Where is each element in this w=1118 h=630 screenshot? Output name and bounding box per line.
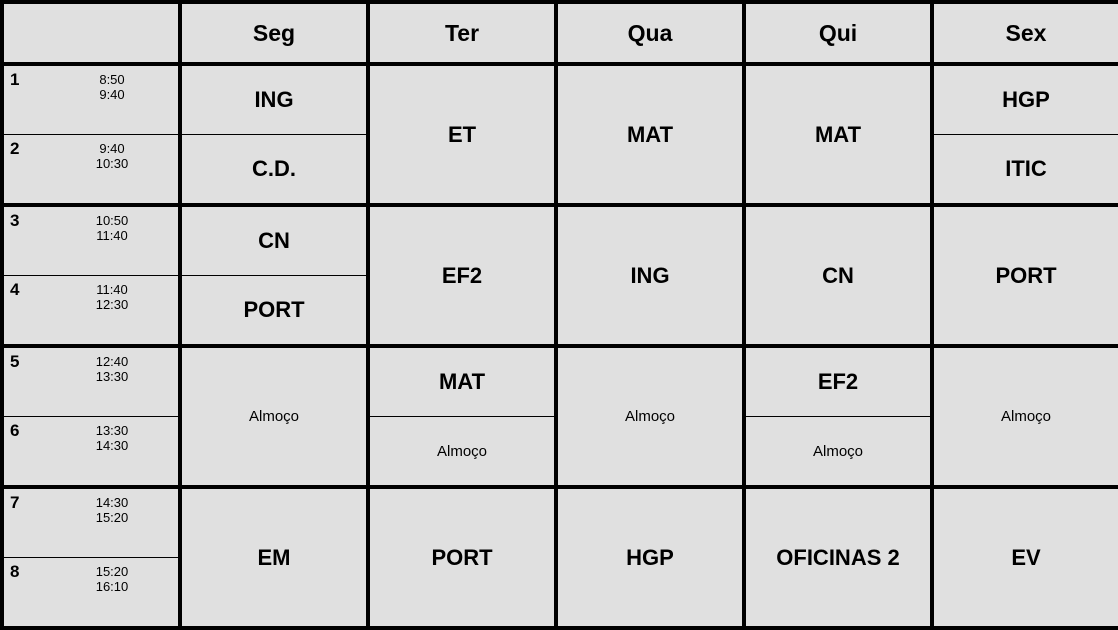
period-times [82,354,142,384]
period-end: 14:30 [95,438,129,454]
cell-ter-1-2: ET [368,64,556,205]
period-start: 14:30 [95,495,129,511]
period-cell-8 [2,557,180,628]
period-number: 7 [10,493,20,513]
cell-ter-3-4: EF2 [368,205,556,346]
period-cell-2 [2,135,180,205]
period-end: 16:10 [95,578,129,594]
period-times [82,495,142,525]
period-start: 8:50 [99,72,125,88]
period-number: 5 [10,352,20,372]
table-row [2,487,1118,557]
period-number: 1 [10,70,20,90]
header-corner [2,2,180,64]
period-cell-5 [2,346,180,416]
cell-qua-5-6-lunch: Almoço [556,346,744,487]
cell-qua-3-4: ING [556,205,744,346]
period-number: 3 [10,211,20,231]
period-start: 13:30 [95,423,129,439]
cell-seg-3: CN [180,205,368,275]
cell-ter-7-8: PORT [368,487,556,628]
day-header-seg: Seg [180,2,368,64]
period-cell-4 [2,276,180,346]
period-cell-3 [2,205,180,275]
period-times [82,141,142,171]
cell-sex-5-6-lunch: Almoço [932,346,1118,487]
period-times [82,72,142,102]
cell-seg-1: ING [180,64,368,134]
period-start: 10:50 [95,213,129,229]
table-row [2,346,1118,416]
period-cell-6 [2,417,180,487]
period-number: 6 [10,421,20,441]
period-end: 9:40 [99,87,125,103]
table-row [2,205,1118,275]
period-start: 12:40 [95,354,129,370]
period-end: 15:20 [95,510,129,526]
period-number: 8 [10,561,20,581]
day-header-qui: Qui [744,2,932,64]
period-times [82,564,142,594]
cell-ter-6-lunch: Almoço [368,417,556,487]
period-end: 11:40 [96,228,128,244]
cell-seg-7-8: EM [180,487,368,628]
cell-qui-7-8: OFICINAS 2 [744,487,932,628]
period-end: 13:30 [95,369,129,385]
cell-sex-2: ITIC [932,135,1118,205]
period-times [82,213,142,243]
cell-qui-3-4: CN [744,205,932,346]
cell-seg-2: C.D. [180,135,368,205]
day-header-qua: Qua [556,2,744,64]
period-end: 10:30 [95,156,129,172]
period-number: 4 [10,280,20,300]
cell-ter-5: MAT [368,346,556,416]
period-times [82,423,142,453]
cell-sex-7-8: EV [932,487,1118,628]
cell-seg-4: PORT [180,276,368,346]
cell-sex-3-4: PORT [932,205,1118,346]
cell-seg-5-6-lunch: Almoço [180,346,368,487]
cell-qui-5: EF2 [744,346,932,416]
day-header-sex: Sex [932,2,1118,64]
cell-qua-1-2: MAT [556,64,744,205]
period-cell-7 [2,487,180,557]
table-row [2,64,1118,134]
cell-qui-6-lunch: Almoço [744,417,932,487]
period-number: 2 [10,139,20,159]
period-end: 12:30 [95,297,129,313]
period-start: 15:20 [95,563,129,579]
period-cell-1 [2,64,180,134]
cell-sex-1: HGP [932,64,1118,134]
period-start: 11:40 [96,282,128,298]
period-start: 9:40 [99,141,125,157]
cell-qua-7-8: HGP [556,487,744,628]
period-times [82,282,142,312]
day-header-ter: Ter [368,2,556,64]
cell-qui-1-2: MAT [744,64,932,205]
table-header-row [2,2,1118,64]
